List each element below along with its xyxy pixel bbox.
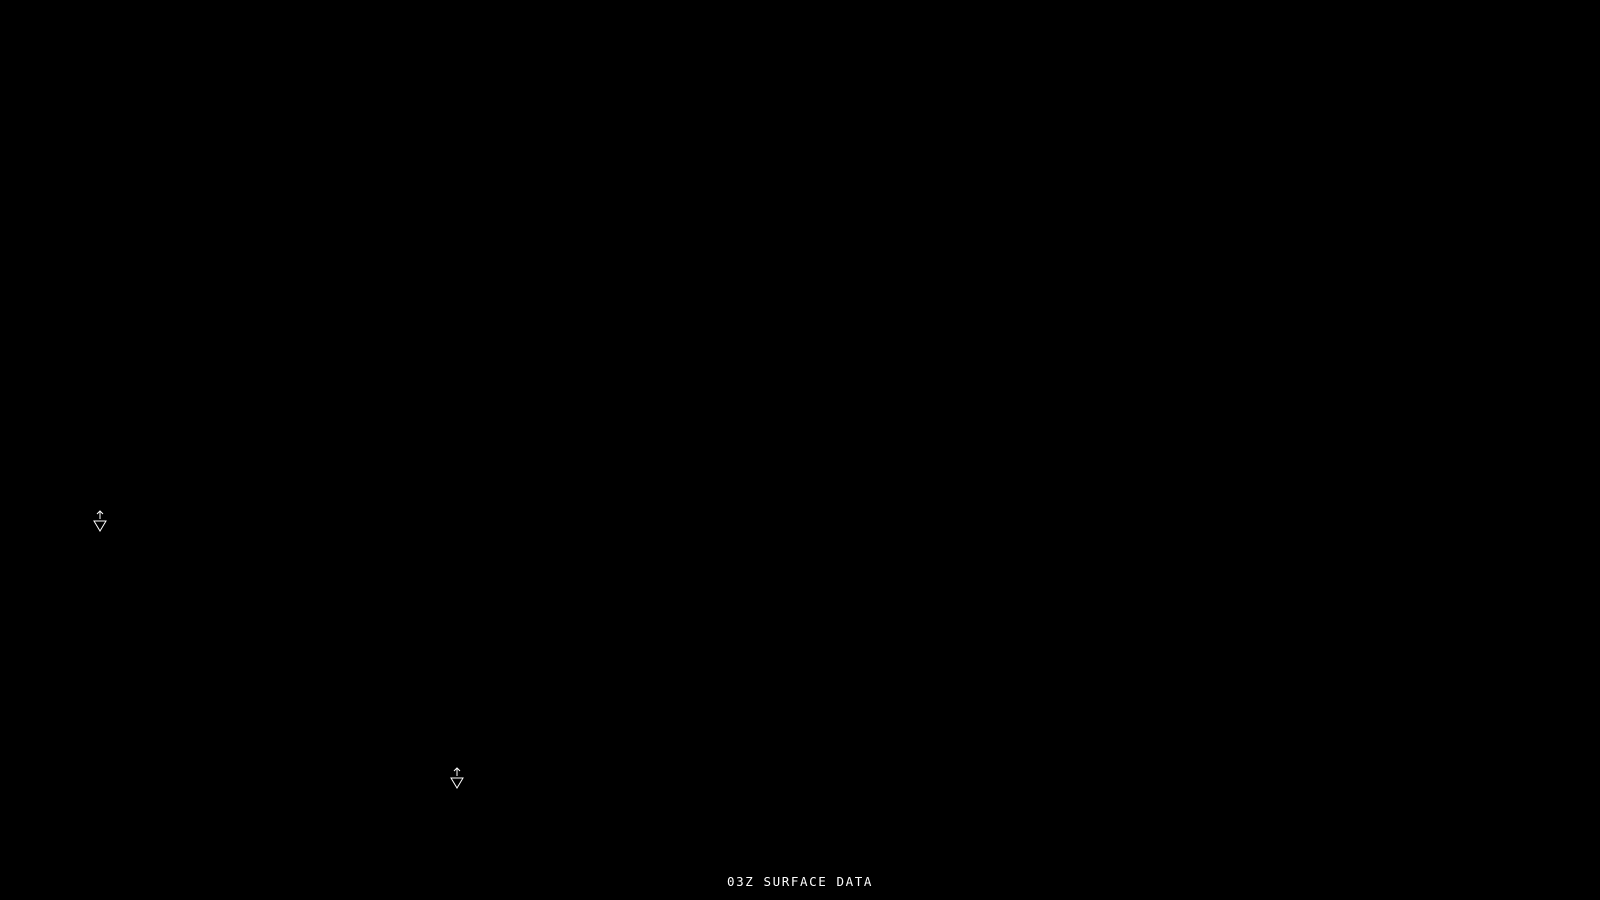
station-plot-1 <box>88 508 112 538</box>
map-caption: 03Z SURFACE DATA <box>726 874 873 889</box>
station-model-icon <box>88 508 112 538</box>
station-model-icon <box>445 765 469 795</box>
station-plot-2 <box>445 765 469 795</box>
